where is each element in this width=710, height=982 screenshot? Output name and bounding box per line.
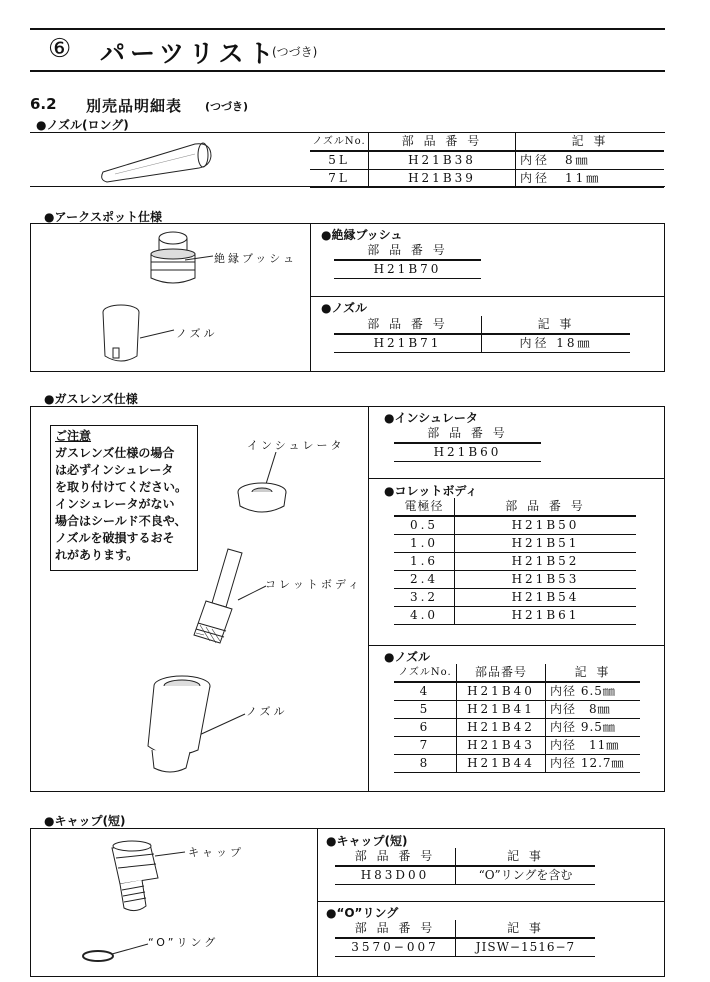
chapter-continued: (つづき)	[272, 45, 318, 59]
caution-line: ガスレンズ仕様の場合	[55, 446, 175, 460]
table-row: 7L H21B39 内径 11㎜	[310, 170, 664, 188]
bushing-leader-line	[185, 252, 215, 264]
insulator-illustration	[232, 478, 292, 522]
table-row: 5L H21B38 内径 8㎜	[310, 151, 664, 170]
nozzle-long-heading: ●ノズル(ロング)	[36, 118, 129, 132]
cap-label: キャップ	[188, 846, 244, 859]
table-row: 5 H21B41 内径 8㎜	[394, 701, 640, 719]
arc-spot-divider	[310, 223, 311, 372]
gas-lens-heading: ●ガスレンズ仕様	[44, 392, 138, 406]
gas-lens-hdiv-1	[368, 478, 665, 479]
collet-label: コレットボディ	[265, 578, 363, 591]
arc-nozzle-leader-line	[140, 326, 176, 340]
arc-nozzle-table-heading: ●ノズル	[321, 301, 367, 315]
collet-body-illustration	[180, 545, 260, 655]
arc-nozzle-table: 部 品 番 号 記 事 H21B71 内径 18㎜	[334, 316, 630, 353]
nozzle-long-illustration	[95, 138, 220, 186]
cap-heading: ●キャップ(短)	[44, 814, 126, 828]
table-row: 6 H21B42 内径 9.5㎜	[394, 719, 640, 737]
table-row: 8 H21B44 内径 12.7㎜	[394, 755, 640, 773]
collet-table-heading: ●コレットボディ	[384, 484, 478, 498]
arc-nozzle-label: ノズル	[176, 327, 218, 340]
col-nozzle-no: ノズルNo.	[310, 133, 369, 151]
bushing-label: 絶縁ブッシュ	[214, 252, 298, 265]
gas-nozzle-illustration	[140, 672, 220, 777]
header-top-rule	[30, 28, 665, 30]
table-row: H21B71 内径 18㎜	[334, 334, 630, 353]
table-row: 4.0 H21B61	[394, 607, 636, 625]
gas-lens-hdiv-2	[368, 645, 665, 646]
section-continued: (つづき)	[205, 100, 249, 113]
table-row: 7 H21B43 内径 11㎜	[394, 737, 640, 755]
caution-note	[50, 425, 198, 571]
table-row: 0.5 H21B50	[394, 516, 636, 535]
section-title: 別売品明細表	[86, 97, 183, 115]
table-row: 4 H21B40 内径 6.5㎜	[394, 682, 640, 701]
caution-line: を取り付けてください。	[55, 480, 188, 494]
caution-line: れがあります。	[55, 548, 139, 562]
table-row: 3.2 H21B54	[394, 589, 636, 607]
section-number: 6.2	[30, 95, 57, 113]
insulator-label: インシュレータ	[247, 439, 345, 452]
caution-title: ご注意	[55, 429, 92, 443]
header-bottom-rule	[30, 70, 665, 72]
arc-spot-heading: ●アークスポット仕様	[44, 210, 162, 224]
table-row: 1.0 H21B51	[394, 535, 636, 553]
cap-leader-line	[155, 846, 187, 860]
col-part-number: 部 品 番 号	[369, 133, 516, 151]
col-remarks: 記 事	[516, 133, 665, 151]
oring-table-heading: ●“O”リング	[326, 906, 399, 920]
caution-line: は必ずインシュレータ	[55, 463, 174, 477]
nozzle-long-table	[310, 133, 664, 188]
caution-line: インシュレータがない	[55, 497, 175, 511]
oring-label: “O”リング	[148, 936, 219, 949]
table-row: H21B70	[334, 260, 481, 279]
insulator-table-heading: ●インシュレータ	[384, 411, 478, 425]
cap-table-heading: ●キャップ(短)	[326, 834, 408, 848]
table-row: H83D00 “O”リングを含む	[335, 866, 595, 885]
insulator-table: 部 品 番 号 H21B60	[394, 425, 541, 462]
cap-hdivider	[317, 901, 665, 902]
gas-nozzle-label: ノズル	[246, 705, 288, 718]
table-row: 2.4 H21B53	[394, 571, 636, 589]
bushing-table-heading: ●絶縁ブッシュ	[321, 228, 403, 242]
gas-nozzle-table: ノズルNo. 部品番号 記 事 4 H21B40 内径 6.5㎜ 5 H21B41 内径 8㎜ 6 H21B42 内径 9.5㎜ 7 H21B43 内径 11㎜ 8 H21B44 内径 12.7㎜	[394, 664, 640, 773]
cap-divider	[317, 828, 318, 977]
chapter-title: パーツリスト	[100, 39, 279, 68]
chapter-number: ⑥	[48, 34, 72, 64]
cap-table: 部 品 番 号 記 事 H83D00 “O”リングを含む	[335, 848, 595, 885]
table-row: H21B60	[394, 443, 541, 462]
bushing-table: 部 品 番 号 H21B70	[334, 242, 481, 279]
gas-lens-divider	[368, 406, 369, 792]
collet-table: 電極径 部 品 番 号 0.5 H21B50 1.0 H21B51 1.6 H21B52 2.4 H21B53 3.2 H21B54 4.0 H21B61	[394, 498, 636, 625]
table-row: 1.6 H21B52	[394, 553, 636, 571]
oring-leader-line	[110, 942, 150, 958]
caution-line: 場合はシールド不良や、	[55, 514, 187, 528]
gas-nozzle-table-heading: ●ノズル	[384, 650, 430, 664]
table-row: 3570−007 JISW−1516−7	[335, 938, 595, 957]
arc-spot-hdivider	[310, 296, 665, 297]
caution-line: ノズルを破損するおそ	[55, 531, 175, 545]
oring-table: 部 品 番 号 記 事 3570−007 JISW−1516−7	[335, 920, 595, 957]
